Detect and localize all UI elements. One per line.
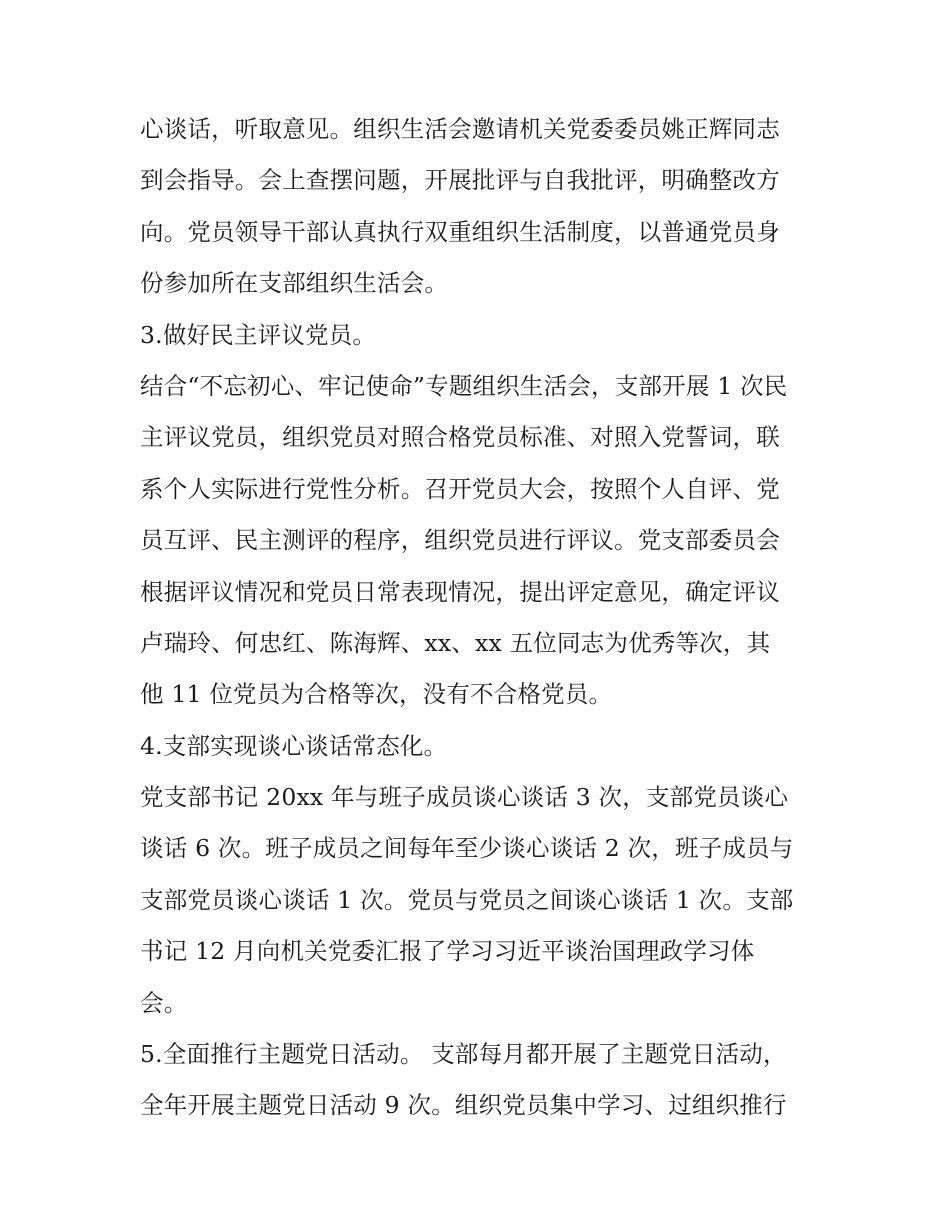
text-line: 书记 12 月向机关党委汇报了学习习近平谈治国理政学习体 [140,937,755,966]
text-line: 心谈话，听取意见。组织生活会邀请机关党委委员姚正辉同志 [140,115,780,143]
text-line: 主评议党员，组织党员对照合格党员标准、对照入党誓词，联 [140,423,780,452]
text-line: 到会指导。会上查摆问题，开展批评与自我批评，明确整改方 [140,166,780,195]
text-line: 全年开展主题党日活动 9 次。组织党员集中学习、过组织推行 [140,1091,787,1120]
text-line: 会。 [140,988,188,1017]
text-line: 结合“不忘初心、牢记使命”专题组织生活会，支部开展 1 次民 [140,371,788,400]
section-heading: 4.支部实现谈心谈话常态化。 [140,731,448,760]
text-line: 他 11 位党员为合格等次，没有不合格党员。 [140,680,613,709]
text-line: 系个人实际进行党性分析。召开党员大会，按照个人自评、党 [140,474,780,503]
text-line: 卢瑞玲、何忠红、陈海辉、xx、xx 五位同志为优秀等次，其 [140,628,771,657]
text-line: 支部党员谈心谈话 1 次。党员与党员之间谈心谈话 1 次。支部 [140,885,794,914]
text-line: 党支部书记 20xx 年与班子成员谈心谈话 3 次，支部党员谈心 [140,783,789,812]
section-heading: 5.全面推行主题党日活动。 支部每月都开展了主题党日活动， [140,1040,787,1069]
text-line: 份参加所在支部组织生活会。 [140,269,449,298]
text-line: 向。党员领导干部认真执行双重组织生活制度，以普通党员身 [140,217,780,246]
section-heading: 3.做好民主评议党员。 [140,320,377,349]
text-line: 根据评议情况和党员日常表现情况，提出评定意见，确定评议 [140,577,780,606]
text-line: 员互评、民主测评的程序，组织党员进行评议。党支部委员会 [140,526,780,555]
text-line: 谈话 6 次。班子成员之间每年至少谈心谈话 2 次，班子成员与 [140,834,794,863]
document-body [140,104,830,1132]
